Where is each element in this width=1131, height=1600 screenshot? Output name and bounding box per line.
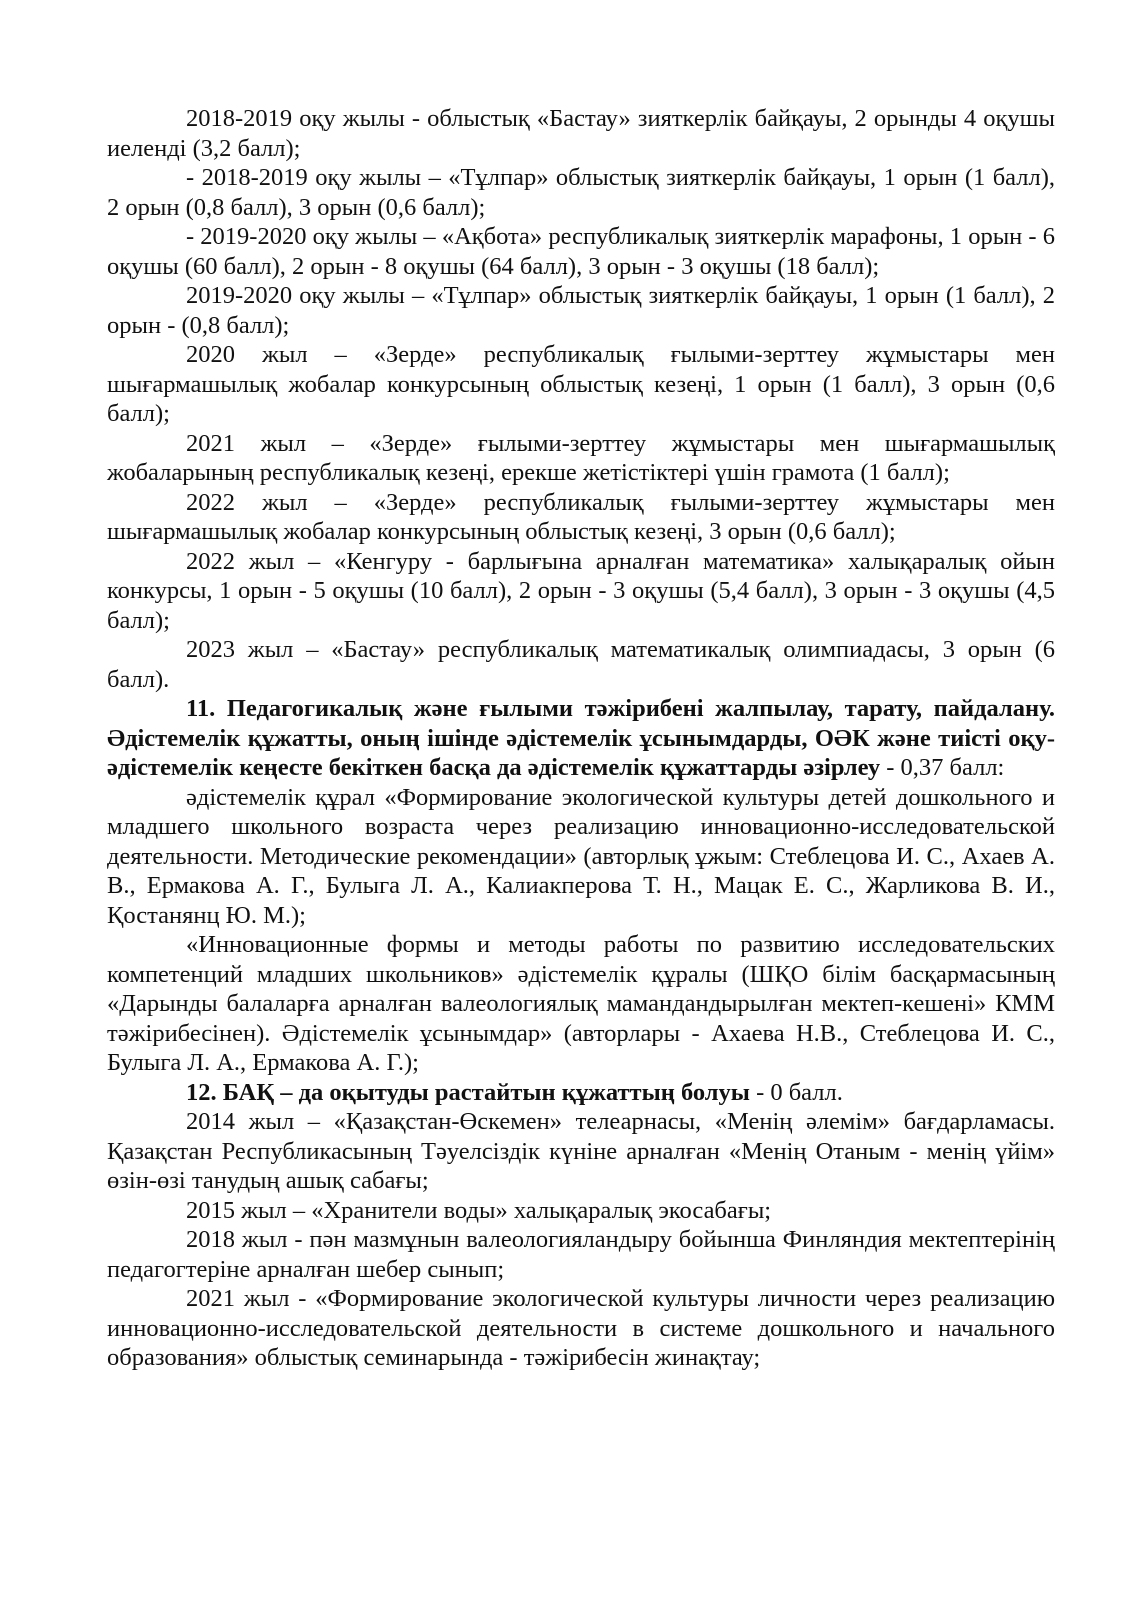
paragraph-akbota-2019: - 2019-2020 оқу жылы – «Ақбота» республикалық зияткерлік марафоны, 1 орын - 6 оқушы (60 балл), 2 орын - 8 оқушы (64 балл), 3 орын - 3 оқушы (18 балл); xyxy=(107,223,1055,280)
section-11-item: әдістемелік құрал «Формирование экологической культуры детей дошкольного и младшего школьного возраста через реализацию инновационно-исследовательской деятельности. Методические рекомендации» (авторлық ұжым: Стеблецова И. С., Ахаев А. В., Ермакова А. Г., Булыга Л. А., Калиакперова Т. Н., Мацак Е. С., Жарликова В. И., Қостанянц Ю. М.); xyxy=(107,783,1055,929)
section-12-item: 2014 жыл – «Қазақстан-Өскемен» телеарнасы, «Менің әлемім» бағдарламасы. Қазақстан Республикасының Тәуелсіздік күніне арналған «Менің Отаным - менің үйім» өзін-өзі танудың ашық сабағы; xyxy=(107,1108,1055,1194)
paragraph-bastau-2023: 2023 жыл – «Бастау» республикалық математикалық олимпиадасы, 3 орын (6 балл). xyxy=(107,636,1055,693)
section-12-item: 2015 жыл – «Хранители воды» халықаралық экосабағы; xyxy=(186,1196,772,1224)
section-11-score: - 0,37 балл: xyxy=(880,754,1005,781)
section-12-item: 2021 жыл - «Формирование экологической культуры личности через реализацию инновационно-исследовательской деятельности в системе дошкольного и начального образования» облыстық семинарында - тәжірибесін жинақтау; xyxy=(107,1285,1055,1371)
section-11-heading: 11. Педагогикалық және ғылыми тәжірибені жалпылау, тарату, пайдалану. Әдістемелік құжатты, оның ішінде әдістемелік ұсынымдарды, ОӘК және тиісті оқу-әдістемелік кеңесте бекіткен басқа да әдістемелік құжаттарды әзірлеу xyxy=(107,695,1055,781)
paragraph-tulpar-2018: - 2018-2019 оқу жылы – «Тұлпар» облыстық зияткерлік байқауы, 1 орын (1 балл), 2 орын (0,8 балл), 3 орын (0,6 балл); xyxy=(107,164,1055,221)
paragraph-zerde-2020: 2020 жыл – «Зерде» республикалық ғылыми-зерттеу жұмыстары мен шығармашылық жобалар конкурсының облыстық кезеңі, 1 орын (1 балл), 3 орын (0,6 балл); xyxy=(107,341,1055,427)
paragraph-zerde-2021: 2021 жыл – «Зерде» ғылыми-зерттеу жұмыстары мен шығармашылық жобаларының республикалық кезеңі, ерекше жетістіктері үшін грамота (1 балл); xyxy=(107,429,1055,486)
section-11-item: «Инновационные формы и методы работы по развитию исследовательских компетенций младших школьников» әдістемелік құралы (ШҚО білім басқармасының «Дарынды балаларға арналған валеологиялық мамандандырылған мектеп-кешені» КММ тәжірибесінен). Әдістемелік ұсынымдар» (авторлары - Ахаева Н.В., Стеблецова И. С., Булыга Л. А., Ермакова А. Г.); xyxy=(107,931,1055,1076)
paragraph-tulpar-2019: 2019-2020 оқу жылы – «Тұлпар» облыстық зияткерлік байқауы, 1 орын (1 балл), 2 орын - (0,8 балл); xyxy=(107,282,1055,339)
section-11-heading-line xyxy=(107,694,1055,783)
section-12-score: - 0 балл. xyxy=(749,1078,843,1106)
paragraph-kenguru-2022: 2022 жыл – «Кенгуру - барлығына арналған математика» халықаралық ойын конкурсы, 1 орын - 5 оқушы (10 балл), 2 орын - 3 оқушы (5,4 балл), 3 орын - 3 оқушы (4,5 балл); xyxy=(107,547,1055,634)
section-12-heading-line xyxy=(107,1078,1055,1108)
document-page xyxy=(107,104,1055,1373)
section-12-item: 2018 жыл - пән мазмұнын валеологияландыру бойынша Финляндия мектептерінің педагогтеріне арналған шебер сынып; xyxy=(107,1226,1055,1283)
paragraph-zerde-2022: 2022 жыл – «Зерде» республикалық ғылыми-зерттеу жұмыстары мен шығармашылық жобалар конкурсының облыстық кезеңі, 3 орын (0,6 балл); xyxy=(107,488,1055,545)
paragraph-bastau-2018: 2018-2019 оқу жылы - облыстық «Бастау» зияткерлік байқауы, 2 орынды 4 оқушы иеленді (3,2 балл); xyxy=(107,105,1055,162)
section-12-heading: 12. БАҚ – да оқытуды растайтын құжаттың болуы xyxy=(186,1078,750,1106)
